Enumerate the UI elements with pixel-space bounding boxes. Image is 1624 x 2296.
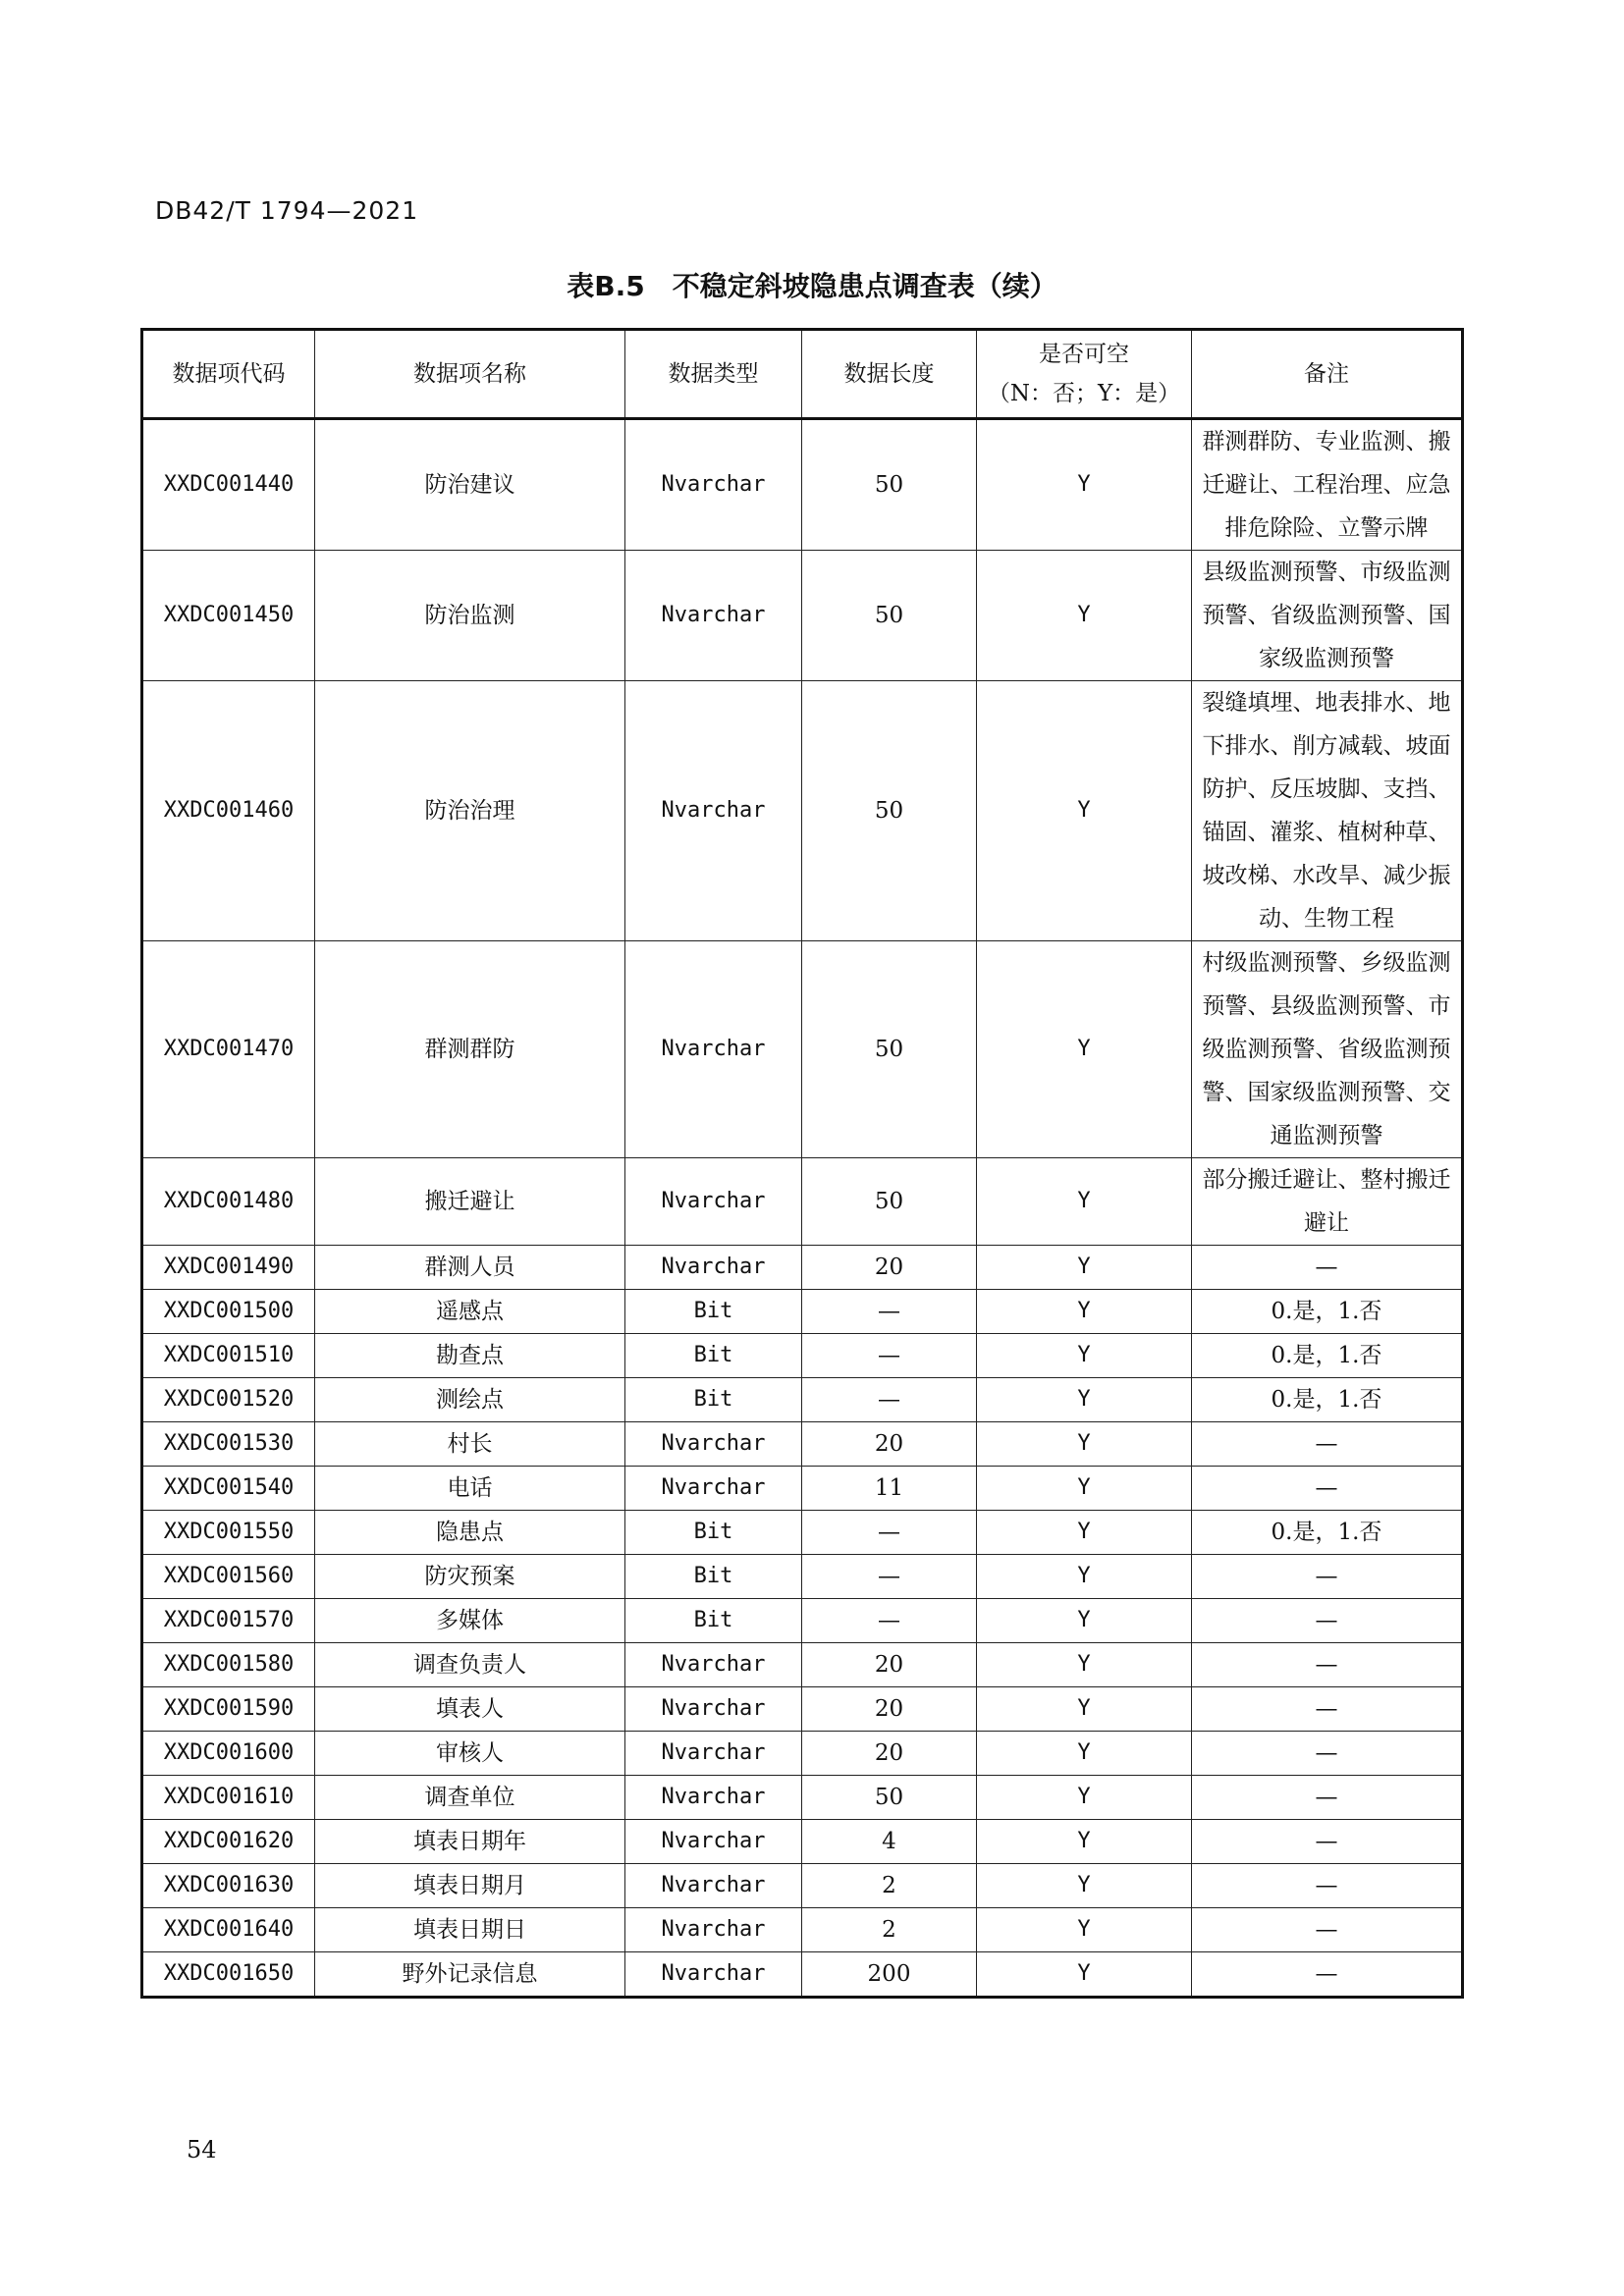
header-name: 数据项名称 (315, 330, 625, 419)
table-row (142, 1511, 1463, 1555)
row-nullable: Y (977, 1334, 1192, 1378)
row-code: XXDC001620 (142, 1820, 315, 1864)
table-title: 表B.5 不稳定斜坡隐患点调查表（续） (567, 270, 1057, 302)
row-type: Nvarchar (625, 1908, 802, 1952)
row-length: 50 (802, 681, 977, 941)
row-name: 防治治理 (315, 681, 625, 941)
row-nullable: Y (977, 941, 1192, 1158)
row-nullable: Y (977, 1422, 1192, 1467)
row-name: 多媒体 (315, 1599, 625, 1643)
row-type: Bit (625, 1555, 802, 1599)
table-row (142, 681, 1463, 941)
row-length: 50 (802, 1776, 977, 1820)
row-code: XXDC001490 (142, 1246, 315, 1290)
row-code: XXDC001630 (142, 1864, 315, 1908)
row-length: 20 (802, 1643, 977, 1687)
table-row (142, 1687, 1463, 1732)
row-note: — (1192, 1952, 1463, 1998)
row-length: 50 (802, 941, 977, 1158)
table-row (142, 1290, 1463, 1334)
row-code: XXDC001480 (142, 1158, 315, 1246)
row-nullable: Y (977, 1599, 1192, 1643)
table-row (142, 1864, 1463, 1908)
row-code: XXDC001590 (142, 1687, 315, 1732)
row-length: 20 (802, 1687, 977, 1732)
row-length: — (802, 1599, 977, 1643)
row-name: 填表人 (315, 1687, 625, 1732)
row-code: XXDC001560 (142, 1555, 315, 1599)
row-note: — (1192, 1599, 1463, 1643)
row-nullable: Y (977, 1820, 1192, 1864)
table-row (142, 1599, 1463, 1643)
row-name: 电话 (315, 1467, 625, 1511)
row-nullable: Y (977, 1246, 1192, 1290)
header-nullable-line2: （N：否；Y：是） (987, 381, 1181, 406)
row-type: Nvarchar (625, 1643, 802, 1687)
row-note: 县级监测预警、市级监测预警、省级监测预警、国家级监测预警 (1192, 551, 1463, 681)
row-code: XXDC001470 (142, 941, 315, 1158)
row-code: XXDC001650 (142, 1952, 315, 1998)
row-length: — (802, 1378, 977, 1422)
table-row (142, 1422, 1463, 1467)
row-name: 填表日期月 (315, 1864, 625, 1908)
row-name: 测绘点 (315, 1378, 625, 1422)
row-length: 50 (802, 1158, 977, 1246)
table-row (142, 941, 1463, 1158)
table-row (142, 1952, 1463, 1998)
row-note: — (1192, 1864, 1463, 1908)
row-type: Bit (625, 1511, 802, 1555)
row-note: — (1192, 1776, 1463, 1820)
row-name: 调查负责人 (315, 1643, 625, 1687)
table-row (142, 1732, 1463, 1776)
row-name: 防灾预案 (315, 1555, 625, 1599)
row-type: Bit (625, 1378, 802, 1422)
row-note: 0.是，1.否 (1192, 1334, 1463, 1378)
row-name: 勘查点 (315, 1334, 625, 1378)
table-row (142, 1820, 1463, 1864)
row-type: Nvarchar (625, 1732, 802, 1776)
row-length: 50 (802, 419, 977, 551)
row-note: — (1192, 1820, 1463, 1864)
row-note: — (1192, 1908, 1463, 1952)
row-nullable: Y (977, 1643, 1192, 1687)
row-length: 4 (802, 1820, 977, 1864)
row-name: 群测人员 (315, 1246, 625, 1290)
document-code: DB42/T 1794—2021 (155, 196, 419, 225)
row-note: 裂缝填埋、地表排水、地下排水、削方减载、坡面防护、反压坡脚、支挡、锚固、灌浆、植树种草、坡改梯、水改旱、减少振动、生物工程 (1192, 681, 1463, 941)
table-row (142, 1467, 1463, 1511)
row-type: Nvarchar (625, 1687, 802, 1732)
row-nullable: Y (977, 1687, 1192, 1732)
row-type: Nvarchar (625, 1776, 802, 1820)
row-type: Bit (625, 1599, 802, 1643)
row-nullable: Y (977, 1555, 1192, 1599)
row-note: 群测群防、专业监测、搬迁避让、工程治理、应急排危除险、立警示牌 (1192, 419, 1463, 551)
row-type: Nvarchar (625, 1467, 802, 1511)
row-length: 20 (802, 1246, 977, 1290)
row-nullable: Y (977, 1158, 1192, 1246)
row-name: 防治监测 (315, 551, 625, 681)
row-code: XXDC001540 (142, 1467, 315, 1511)
row-type: Nvarchar (625, 681, 802, 941)
row-name: 审核人 (315, 1732, 625, 1776)
row-nullable: Y (977, 1864, 1192, 1908)
row-nullable: Y (977, 1511, 1192, 1555)
header-code: 数据项代码 (142, 330, 315, 419)
row-length: — (802, 1334, 977, 1378)
row-name: 防治建议 (315, 419, 625, 551)
row-nullable: Y (977, 1952, 1192, 1998)
row-code: XXDC001610 (142, 1776, 315, 1820)
row-code: XXDC001580 (142, 1643, 315, 1687)
table-row (142, 551, 1463, 681)
row-code: XXDC001550 (142, 1511, 315, 1555)
row-type: Nvarchar (625, 1158, 802, 1246)
row-length: 20 (802, 1732, 977, 1776)
row-note: — (1192, 1555, 1463, 1599)
row-code: XXDC001460 (142, 681, 315, 941)
row-nullable: Y (977, 681, 1192, 941)
row-type: Nvarchar (625, 941, 802, 1158)
table-row (142, 1908, 1463, 1952)
table-row (142, 1378, 1463, 1422)
row-type: Nvarchar (625, 1864, 802, 1908)
row-code: XXDC001640 (142, 1908, 315, 1952)
table-row (142, 1643, 1463, 1687)
row-name: 搬迁避让 (315, 1158, 625, 1246)
row-code: XXDC001500 (142, 1290, 315, 1334)
row-note: — (1192, 1643, 1463, 1687)
header-nullable-line1: 是否可空 (1039, 342, 1129, 367)
table-row (142, 1246, 1463, 1290)
row-code: XXDC001520 (142, 1378, 315, 1422)
row-note: — (1192, 1467, 1463, 1511)
row-nullable: Y (977, 1776, 1192, 1820)
table-row (142, 1555, 1463, 1599)
data-table (140, 328, 1464, 1999)
row-length: 2 (802, 1864, 977, 1908)
row-code: XXDC001600 (142, 1732, 315, 1776)
row-name: 调查单位 (315, 1776, 625, 1820)
header-note: 备注 (1192, 330, 1463, 419)
page-number: 54 (187, 2136, 217, 2163)
row-nullable: Y (977, 419, 1192, 551)
row-code: XXDC001530 (142, 1422, 315, 1467)
row-note: 0.是，1.否 (1192, 1511, 1463, 1555)
row-length: — (802, 1290, 977, 1334)
row-length: — (802, 1555, 977, 1599)
row-name: 填表日期年 (315, 1820, 625, 1864)
row-type: Nvarchar (625, 551, 802, 681)
row-nullable: Y (977, 551, 1192, 681)
row-nullable: Y (977, 1732, 1192, 1776)
row-code: XXDC001450 (142, 551, 315, 681)
table-row (142, 419, 1463, 551)
row-note: 部分搬迁避让、整村搬迁避让 (1192, 1158, 1463, 1246)
row-nullable: Y (977, 1290, 1192, 1334)
row-type: Bit (625, 1290, 802, 1334)
table-row (142, 1158, 1463, 1246)
row-length: 20 (802, 1422, 977, 1467)
row-nullable: Y (977, 1467, 1192, 1511)
row-code: XXDC001570 (142, 1599, 315, 1643)
row-type: Nvarchar (625, 1422, 802, 1467)
row-nullable: Y (977, 1908, 1192, 1952)
row-name: 隐患点 (315, 1511, 625, 1555)
table-header-row (142, 330, 1463, 419)
row-name: 填表日期日 (315, 1908, 625, 1952)
row-type: Nvarchar (625, 1952, 802, 1998)
row-note: — (1192, 1422, 1463, 1467)
row-length: 11 (802, 1467, 977, 1511)
row-note: 村级监测预警、乡级监测预警、县级监测预警、市级监测预警、省级监测预警、国家级监测预警、交通监测预警 (1192, 941, 1463, 1158)
row-note: — (1192, 1687, 1463, 1732)
row-nullable: Y (977, 1378, 1192, 1422)
row-type: Nvarchar (625, 1820, 802, 1864)
row-name: 村长 (315, 1422, 625, 1467)
row-code: XXDC001510 (142, 1334, 315, 1378)
header-type: 数据类型 (625, 330, 802, 419)
row-length: — (802, 1511, 977, 1555)
row-length: 2 (802, 1908, 977, 1952)
row-name: 野外记录信息 (315, 1952, 625, 1998)
table-row (142, 1334, 1463, 1378)
row-name: 群测群防 (315, 941, 625, 1158)
row-length: 200 (802, 1952, 977, 1998)
header-length: 数据长度 (802, 330, 977, 419)
row-name: 遥感点 (315, 1290, 625, 1334)
row-note: 0.是，1.否 (1192, 1290, 1463, 1334)
row-type: Bit (625, 1334, 802, 1378)
row-type: Nvarchar (625, 1246, 802, 1290)
row-length: 50 (802, 551, 977, 681)
row-code: XXDC001440 (142, 419, 315, 551)
row-type: Nvarchar (625, 419, 802, 551)
row-note: — (1192, 1732, 1463, 1776)
table-row (142, 1776, 1463, 1820)
row-note: — (1192, 1246, 1463, 1290)
row-note: 0.是，1.否 (1192, 1378, 1463, 1422)
header-nullable (977, 330, 1192, 419)
